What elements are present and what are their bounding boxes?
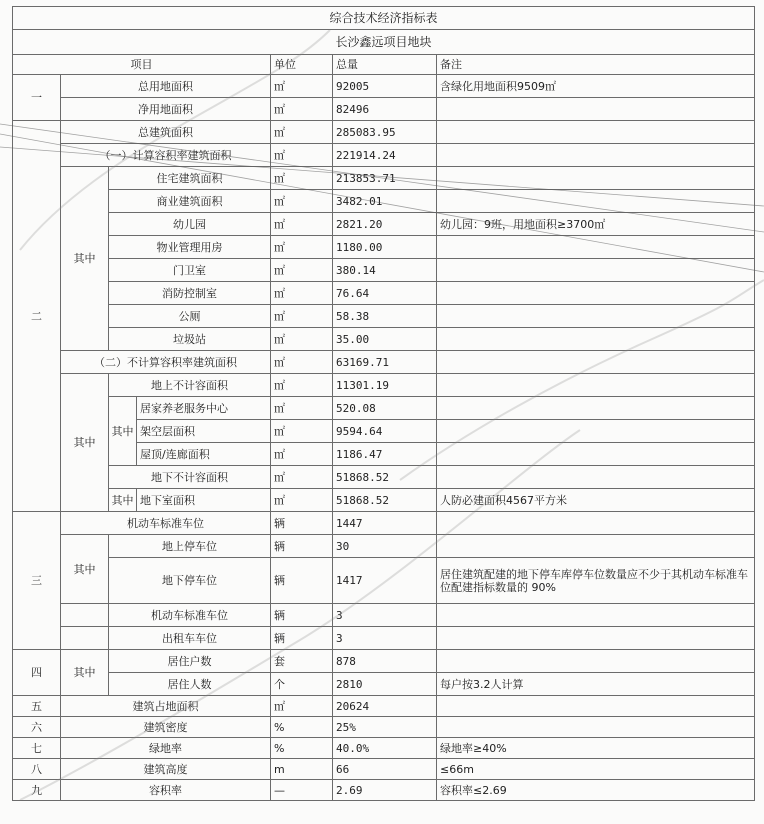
row-item: 住宅建筑面积: [109, 167, 271, 190]
row-item: 地上停车位: [109, 535, 271, 558]
section-number: 六: [13, 717, 61, 738]
row-note: [437, 535, 755, 558]
table-row: [13, 558, 755, 604]
row-item: 屋顶/连廊面积: [137, 443, 271, 466]
row-note: [437, 282, 755, 305]
row-unit: ㎡: [271, 121, 333, 144]
table-row: [13, 535, 755, 558]
row-unit: 套: [271, 650, 333, 673]
row-value: 1447: [333, 512, 437, 535]
row-value: 40.0%: [333, 738, 437, 759]
row-note: [437, 443, 755, 466]
table-row: [13, 650, 755, 673]
row-value: 51868.52: [333, 466, 437, 489]
row-value: 2810: [333, 673, 437, 696]
row-unit: ㎡: [271, 144, 333, 167]
row-item: 垃圾站: [109, 328, 271, 351]
row-value: 92005: [333, 75, 437, 98]
row-value: 285083.95: [333, 121, 437, 144]
row-unit: ㎡: [271, 351, 333, 374]
row-item: 出租车车位: [109, 627, 271, 650]
row-unit: %: [271, 717, 333, 738]
section-number: 二: [13, 121, 61, 512]
row-value: 25%: [333, 717, 437, 738]
row-note: [437, 627, 755, 650]
row-note: [437, 420, 755, 443]
row-note: 绿地率≥40%: [437, 738, 755, 759]
row-item: 居住户数: [109, 650, 271, 673]
section-number: 三: [13, 512, 61, 650]
row-value: 66: [333, 759, 437, 780]
row-value: 82496: [333, 98, 437, 121]
row-item: 地下室面积: [137, 489, 271, 512]
table-row: [13, 466, 755, 489]
table-row: [13, 717, 755, 738]
row-note: [437, 717, 755, 738]
row-note: [437, 98, 755, 121]
section-number: 七: [13, 738, 61, 759]
section-number: 五: [13, 696, 61, 717]
row-item: 地下不计容面积: [109, 466, 271, 489]
row-item: 居住人数: [109, 673, 271, 696]
row-note: 每户按3.2人计算: [437, 673, 755, 696]
row-unit: ㎡: [271, 213, 333, 236]
header-note: 备注: [437, 55, 755, 75]
row-unit: ㎡: [271, 374, 333, 397]
table-row: [13, 627, 755, 650]
row-value: 1186.47: [333, 443, 437, 466]
row-value: 30: [333, 535, 437, 558]
row-item: 机动车标准车位: [61, 512, 271, 535]
table-row: [13, 351, 755, 374]
row-value: 878: [333, 650, 437, 673]
table-row: [13, 75, 755, 98]
row-value: 11301.19: [333, 374, 437, 397]
row-unit: 辆: [271, 627, 333, 650]
row-note: [437, 259, 755, 282]
row-note: 人防必建面积4567平方米: [437, 489, 755, 512]
table-row: [13, 780, 755, 801]
row-note: [437, 466, 755, 489]
row-value: 3: [333, 627, 437, 650]
row-value: 3482.01: [333, 190, 437, 213]
row-item: 架空层面积: [137, 420, 271, 443]
table-row: [13, 604, 755, 627]
row-value: 213853.71: [333, 167, 437, 190]
row-item: 公厕: [109, 305, 271, 328]
row-item: 门卫室: [109, 259, 271, 282]
row-unit: ㎡: [271, 75, 333, 98]
sub-group-label: 其中: [109, 397, 137, 466]
row-unit: ㎡: [271, 167, 333, 190]
row-note: 居住建筑配建的地下停车库停车位数量应不少于其机动车标准车位配建指标数量的 90%: [437, 558, 755, 604]
group-label: 其中: [61, 535, 109, 604]
row-item: 建筑密度: [61, 717, 271, 738]
row-note: [437, 190, 755, 213]
section-number: 一: [13, 75, 61, 121]
row-item: 居家养老服务中心: [137, 397, 271, 420]
table-row: [13, 213, 755, 236]
header-item: 项目: [13, 55, 271, 75]
table-row: [13, 167, 755, 190]
row-unit: ㎡: [271, 420, 333, 443]
row-unit: 辆: [271, 512, 333, 535]
row-item: 总建筑面积: [61, 121, 271, 144]
row-value: 380.14: [333, 259, 437, 282]
row-value: 63169.71: [333, 351, 437, 374]
row-item: 净用地面积: [61, 98, 271, 121]
table-row: [13, 282, 755, 305]
row-item: 机动车标准车位: [109, 604, 271, 627]
row-note: [437, 236, 755, 259]
row-unit: ㎡: [271, 466, 333, 489]
row-note: 容积率≤2.69: [437, 780, 755, 801]
row-value: 76.64: [333, 282, 437, 305]
section-number: 九: [13, 780, 61, 801]
row-unit: ㎡: [271, 190, 333, 213]
table-subtitle: 长沙鑫远项目地块: [13, 30, 755, 55]
row-item: 建筑占地面积: [61, 696, 271, 717]
header-total: 总量: [333, 55, 437, 75]
table-row: [13, 259, 755, 282]
row-item: 地上不计容面积: [109, 374, 271, 397]
row-unit: m: [271, 759, 333, 780]
row-note: [437, 351, 755, 374]
table-row: [13, 236, 755, 259]
table-row: [13, 328, 755, 351]
row-note: 含绿化用地面积9509㎡: [437, 75, 755, 98]
row-note: [437, 121, 755, 144]
row-value: 2821.20: [333, 213, 437, 236]
row-item: 总用地面积: [61, 75, 271, 98]
sub-group-label: 其中: [109, 489, 137, 512]
row-item: 建筑高度: [61, 759, 271, 780]
group-label: 其中: [61, 374, 109, 512]
table-row: [13, 144, 755, 167]
row-unit: —: [271, 780, 333, 801]
row-unit: 辆: [271, 604, 333, 627]
row-note: [437, 374, 755, 397]
row-unit: 个: [271, 673, 333, 696]
row-value: 3: [333, 604, 437, 627]
header-row: [13, 55, 755, 75]
row-item: 物业管理用房: [109, 236, 271, 259]
row-item: 地下停车位: [109, 558, 271, 604]
row-value: 2.69: [333, 780, 437, 801]
table-row: [13, 190, 755, 213]
table-row: [13, 673, 755, 696]
row-unit: 辆: [271, 535, 333, 558]
row-unit: ㎡: [271, 236, 333, 259]
indicator-table: [12, 6, 755, 801]
row-unit: 辆: [271, 558, 333, 604]
table-row: [13, 512, 755, 535]
row-unit: ㎡: [271, 305, 333, 328]
table-row: [13, 738, 755, 759]
row-note: [437, 512, 755, 535]
table-row: [13, 121, 755, 144]
section-number: 四: [13, 650, 61, 696]
row-unit: ㎡: [271, 696, 333, 717]
row-value: 9594.64: [333, 420, 437, 443]
table-title: 综合技术经济指标表: [13, 7, 755, 30]
row-unit: ㎡: [271, 259, 333, 282]
row-value: 20624: [333, 696, 437, 717]
row-value: 51868.52: [333, 489, 437, 512]
row-unit: ㎡: [271, 98, 333, 121]
table-row: [13, 759, 755, 780]
group-label: 其中: [61, 167, 109, 351]
table-row: [13, 489, 755, 512]
row-item: 绿地率: [61, 738, 271, 759]
row-note: [437, 167, 755, 190]
row-note: [437, 650, 755, 673]
row-unit: ㎡: [271, 282, 333, 305]
row-value: 1417: [333, 558, 437, 604]
title-row: [13, 7, 755, 30]
row-item: （一）计算容积率建筑面积: [61, 144, 271, 167]
row-unit: %: [271, 738, 333, 759]
row-note: [437, 305, 755, 328]
row-note: ≤66m: [437, 759, 755, 780]
header-unit: 单位: [271, 55, 333, 75]
row-note: [437, 696, 755, 717]
row-item: 消防控制室: [109, 282, 271, 305]
table-row: [13, 374, 755, 397]
row-value: 221914.24: [333, 144, 437, 167]
row-note: 幼儿园：9班，用地面积≥3700㎡: [437, 213, 755, 236]
row-value: 58.38: [333, 305, 437, 328]
subtitle-row: [13, 30, 755, 55]
section-number: 八: [13, 759, 61, 780]
row-unit: ㎡: [271, 443, 333, 466]
row-note: [437, 328, 755, 351]
row-unit: ㎡: [271, 489, 333, 512]
row-value: 35.00: [333, 328, 437, 351]
row-value: 520.08: [333, 397, 437, 420]
row-item: 商业建筑面积: [109, 190, 271, 213]
row-unit: ㎡: [271, 328, 333, 351]
row-item: 幼儿园: [109, 213, 271, 236]
row-note: [437, 397, 755, 420]
table-row: [13, 696, 755, 717]
row-unit: ㎡: [271, 397, 333, 420]
row-item: 容积率: [61, 780, 271, 801]
row-value: 1180.00: [333, 236, 437, 259]
row-item: （二）不计算容积率建筑面积: [61, 351, 271, 374]
table-row: [13, 98, 755, 121]
row-note: [437, 604, 755, 627]
group-label: 其中: [61, 650, 109, 696]
table-row: [13, 305, 755, 328]
table-row: [13, 397, 755, 420]
row-note: [437, 144, 755, 167]
